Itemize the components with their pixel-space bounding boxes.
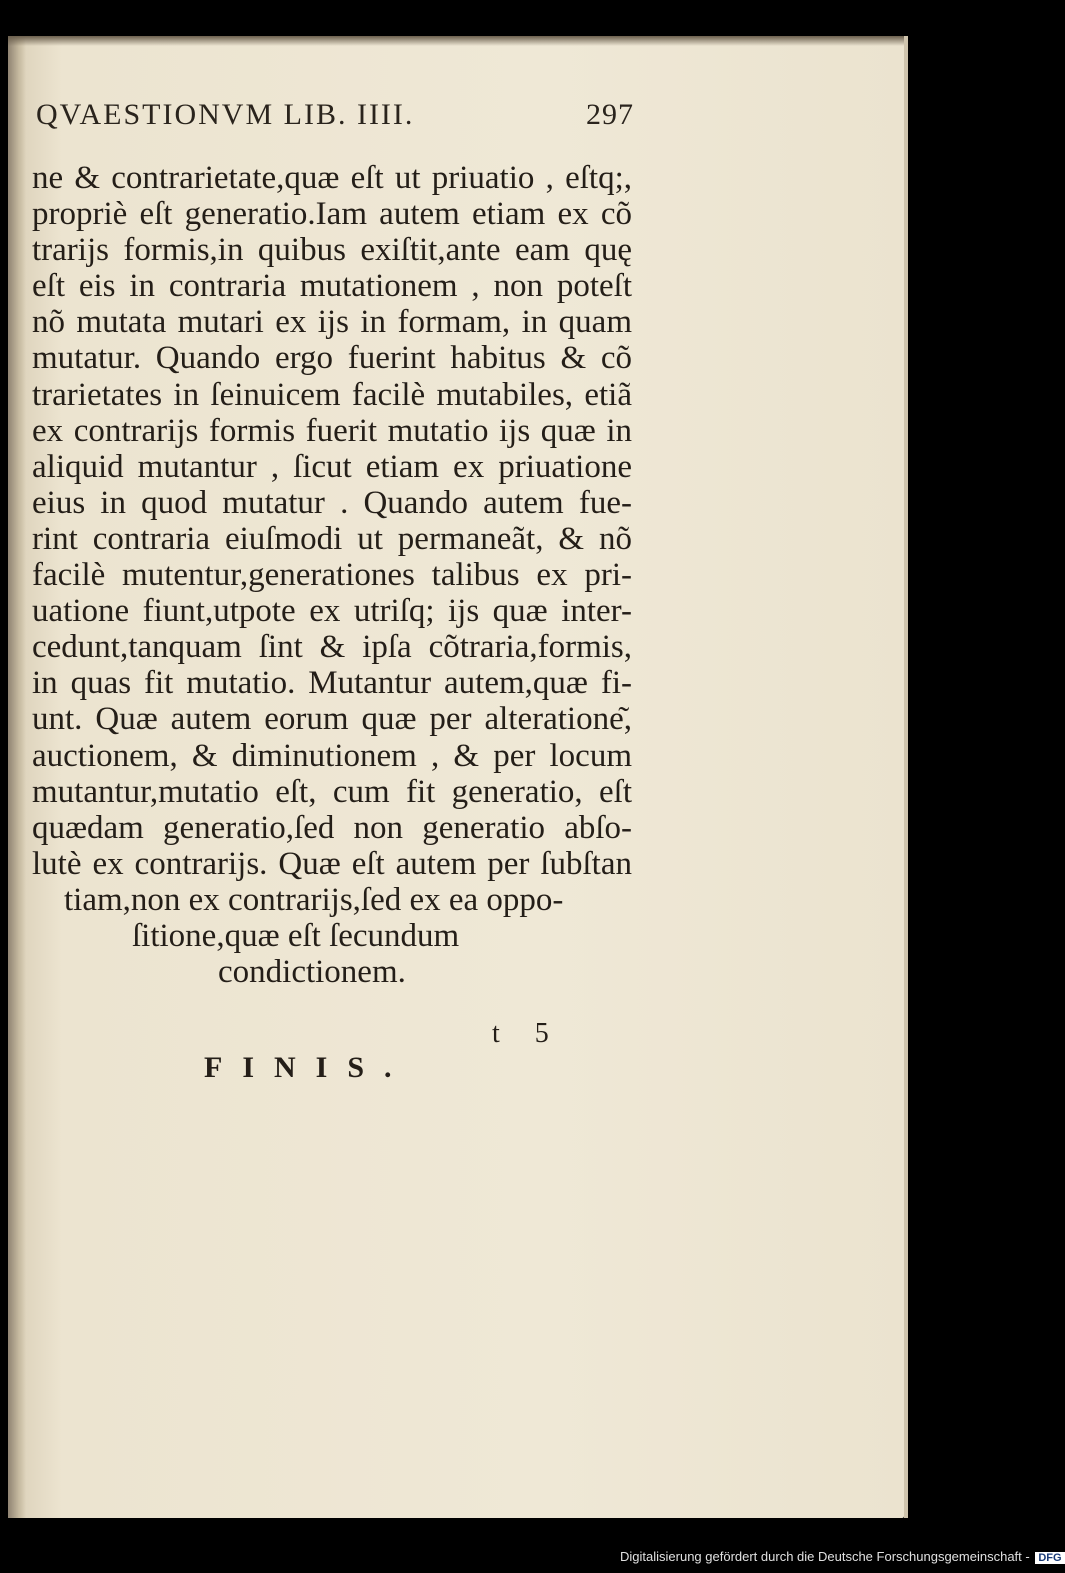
text-line: ex contrarijs formis fuerit mutatio ijs quæ in: [32, 412, 632, 449]
text-line: eſt eis in contraria mutationem , non poteſt: [32, 268, 632, 305]
page-gutter-shadow: [8, 36, 26, 1518]
text-line: ne & contrarietate,quæ eſt ut priuatio , eſtq;,: [32, 160, 632, 196]
running-title: QVAESTIONVM LIB. IIII.: [36, 98, 415, 131]
signature-mark: t 5: [492, 1018, 563, 1049]
page-fore-edge: [904, 36, 908, 1518]
text-line: eius in quod mutatur . Quando autem fue-: [32, 484, 632, 521]
text-line: unt. Quæ autem eorum quæ per alteratione͂,: [32, 701, 632, 738]
text-line: lutè ex contrarijs. Quæ eſt autem per ſubſtan: [32, 845, 632, 882]
text-line: aliquid mutantur , ſicut etiam ex priuatione: [32, 448, 632, 485]
page-header: [36, 98, 634, 138]
text-line: facilè mutentur,generationes talibus ex pri-: [32, 557, 632, 594]
text-line: trarietates in ſeinuicem facilè mutabiles, etiã: [32, 376, 632, 413]
finis-heading: FINIS.: [204, 1051, 412, 1084]
text-line: quædam generatio,ſed non generatio abſo-: [32, 809, 632, 846]
page-top-edge: [8, 36, 904, 46]
text-line: cedunt,tanquam ſint & ipſa cõtraria,formis,: [32, 629, 632, 666]
credit-text: Digitalisierung gefördert durch die Deutsche Forschungsgemeinschaft -: [620, 1549, 1030, 1564]
text-line: mutantur,mutatio eſt, cum fit generatio, eſt: [32, 773, 632, 810]
show-through-text: [70, 1075, 630, 1227]
text-line: ſitione,quæ eſt ſecundum: [132, 917, 460, 954]
text-line: tiam,non ex contrarijs,ſed ex ea oppo-: [64, 881, 564, 918]
text-line: in quas fit mutatio. Mutantur autem,quæ fi-: [32, 665, 632, 702]
body-text: [32, 160, 632, 990]
text-line: condictionem.: [218, 954, 406, 991]
text-line: propriè eſt generatio.Iam autem etiam ex cõ: [32, 196, 632, 233]
page-number: 297: [586, 98, 634, 131]
text-line: uatione fiunt,utpote ex utriſq; ijs quæ inter-: [32, 593, 632, 630]
text-line: rint contraria eiuſmodi ut permaneãt, & nõ: [32, 520, 632, 557]
text-line: nõ mutata mutari ex ijs in formam, in quam: [32, 304, 632, 341]
digitization-credit: [620, 1549, 1062, 1569]
dfg-logo: DFG: [1035, 1552, 1064, 1564]
text-line: trarijs formis,in quibus exiſtit,ante eam quę: [32, 232, 632, 269]
text-line: mutatur. Quando ergo fuerint habitus & cõ: [32, 340, 632, 377]
text-line: auctionem, & diminutionem , & per locum: [32, 737, 632, 774]
